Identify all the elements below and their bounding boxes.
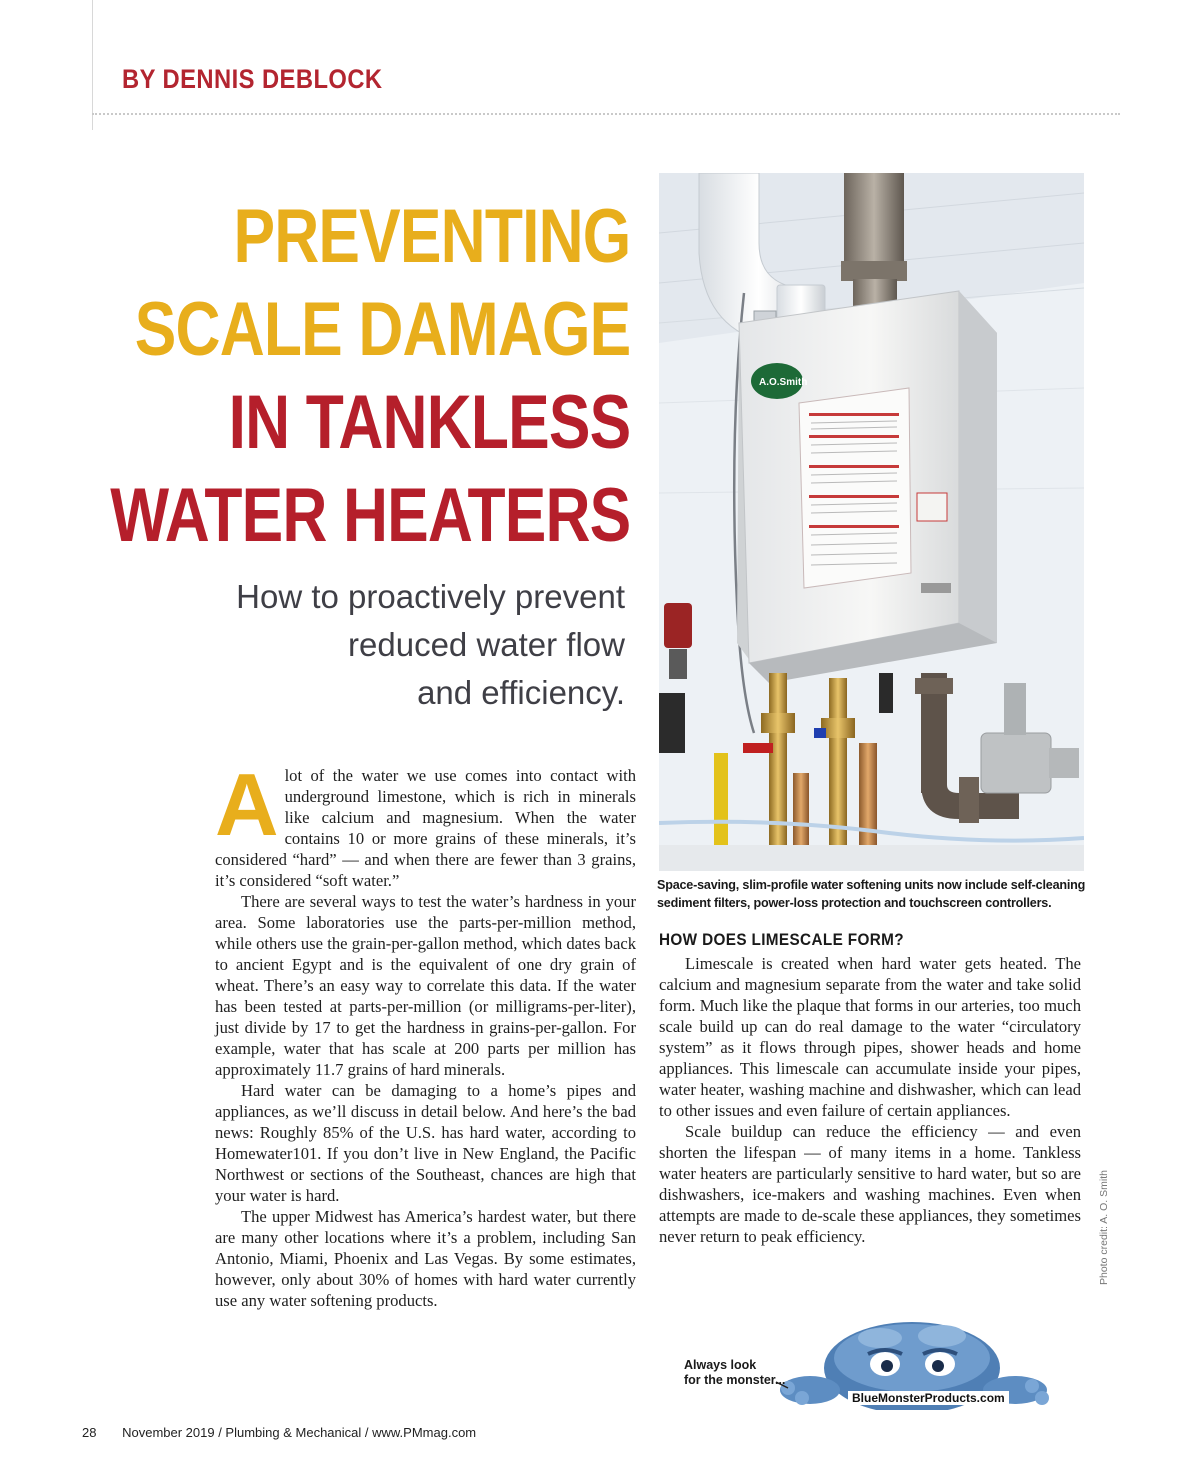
publication-info: November 2019 / Plumbing & Mechanical / www.PMmag.com (122, 1425, 477, 1440)
headline-line-2: SCALE DAMAGE (134, 287, 630, 372)
photo-credit: Photo credit: A. O. Smith (1098, 1170, 1110, 1285)
headline-line-3: IN TANKLESS (228, 380, 630, 465)
water-heater-photo (659, 173, 1084, 871)
article-column-left (215, 755, 636, 1311)
page-footer (82, 1425, 476, 1440)
byline: BY DENNIS DEBLOCK (122, 64, 383, 94)
photo-caption: Space-saving, slim-profile water softening units now include self-cleaning sediment filters, power-loss protection and touchscreen controllers. (657, 878, 1086, 910)
byline-divider (92, 113, 1120, 115)
ad-tagline-line-2: for the monster... (684, 1373, 786, 1387)
article-paragraph-4: The upper Midwest has America’s hardest water, but there are many other locations where it’s a problem, including San Antonio, Miami, Phoenix and Las Vegas. By some estimates, however, only about 30% of homes with hard water currently use any water softening products. (215, 1207, 636, 1310)
article-paragraph-2: There are several ways to test the water’s hardness in your area. Some laboratories use the parts-per-million method, while others use the grain-per-gallon method, which dates back to ancient Egypt and is the equivalent of one dry grain of wheat. There’s an easy way to correlate this data. If the water has been tested at parts-per-million (or milligrams-per-liter), just divide by 17 to get the hardness in grains-per-gallon. For example, water that has scale at 200 parts per million has approximately 11.7 grains of hard minerals. (215, 892, 636, 1079)
water-heater-illustration (659, 173, 1084, 871)
subhead-line-2: reduced water flow (348, 626, 625, 663)
article-paragraph-6: Scale buildup can reduce the efficiency — and even shorten the lifespan — of many items in a home. Tankless water heaters are particularly sensitive to hard water, but so are dishwashers, ice-makers and washing machines. Even when attempts are made to de-scale these appliances, they sometimes never return to peak efficiency. (659, 1122, 1081, 1246)
advertisement[interactable] (680, 1318, 1065, 1410)
paragraph-1-text: lot of the water we use comes into contact with underground limestone, which is rich in minerals like calcium and magnesium. When the water contains 10 or more grains of these minerals, it’s considered “hard” — and when there are fewer than 3 grains, it’s considered “soft water.” (215, 766, 636, 890)
drop-cap: A (215, 755, 279, 854)
section-heading: HOW DOES LIMESCALE FORM? (659, 930, 904, 949)
brand-logo: A.O.Smith (759, 377, 808, 388)
article-paragraph-5: Limescale is created when hard water gets heated. The calcium and magnesium separate from the water and take solid form. Much like the plaque that forms in our arteries, too much scale build up can do real damage to the water “circulatory system” as it flows through pipes, shower heads and home appliances. This limescale can accumulate inside your pipes, water heater, washing machine and dishwasher, which can lead to other issues and even failure of certain appliances. (659, 954, 1081, 1120)
article-headline (0, 190, 630, 562)
article-subhead (105, 573, 625, 717)
headline-line-1: PREVENTING (233, 194, 631, 279)
page-number: 28 (82, 1425, 97, 1440)
subhead-line-3: and efficiency. (417, 674, 625, 711)
headline-line-4: WATER HEATERS (109, 473, 630, 558)
article-paragraph-1 (215, 755, 636, 891)
ad-tagline-line-1: Always look (684, 1358, 757, 1372)
article-paragraph-3: Hard water can be damaging to a home’s pipes and appliances, as we’ll discuss in detail below. And here’s the bad news: Roughly 85% of the U.S. has hard water, according to Homewater101. If you don’t live in New England, the Pacific Northwest or sections of the Southeast, chances are high that your water is hard. (215, 1081, 636, 1205)
article-column-right (659, 953, 1081, 1247)
ad-tagline (684, 1358, 785, 1388)
ad-url-link[interactable]: BlueMonsterProducts.com (848, 1391, 1009, 1405)
subhead-line-1: How to proactively prevent (236, 578, 625, 615)
gutter-line (92, 0, 93, 130)
